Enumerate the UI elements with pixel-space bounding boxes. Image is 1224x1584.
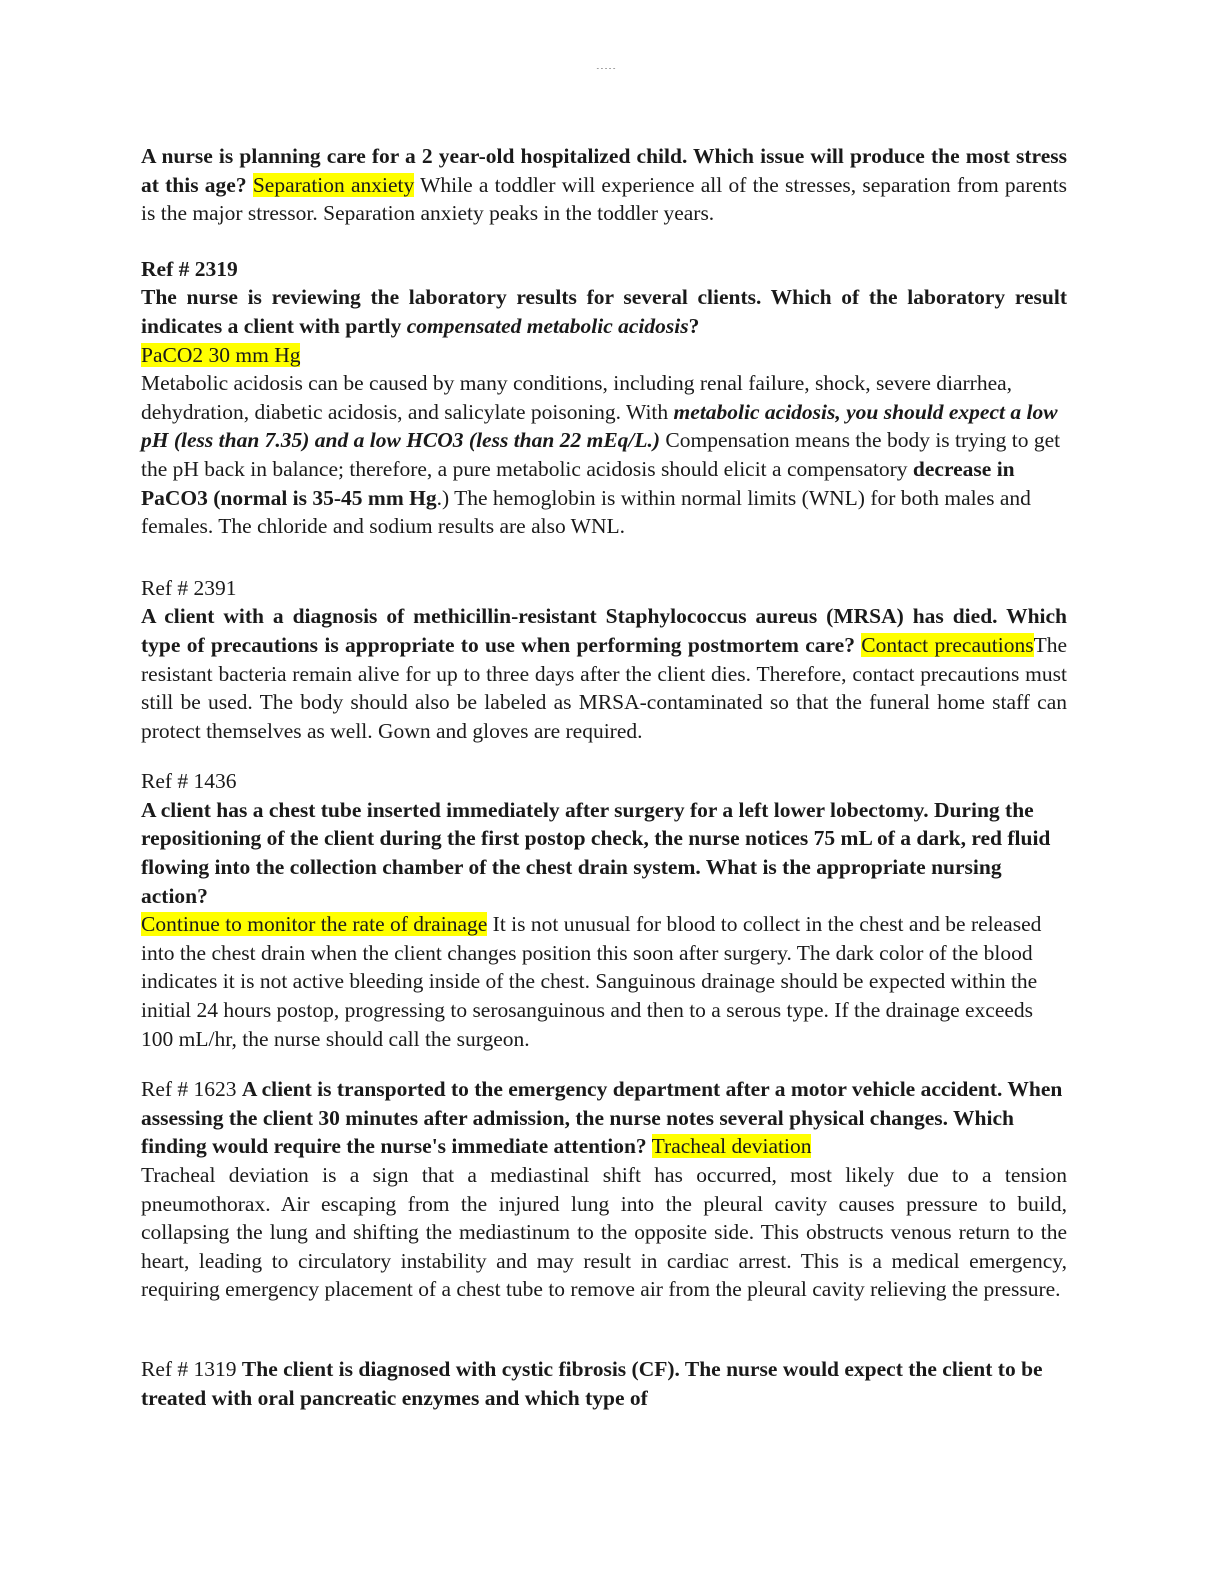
rationale-emphasis: metabolic acidosis, you should expect a low pH (less than 7.35) and a low HCO3 (less than 22 mEq/L.) <box>141 399 1058 453</box>
answer-highlight: Tracheal deviation <box>651 1134 812 1159</box>
answer-highlight: Continue to monitor the rate of drainage <box>141 912 488 937</box>
answer-line <box>141 341 1067 370</box>
question-block-3 <box>141 574 1067 746</box>
question-text: A client has a chest tube inserted immediately after surgery for a left lower lobectomy. During the repositioning of the client during the first postop check, the nurse notices 75 mL of a dark, red fluid flowing into the collection chamber of the chest drain system. What is the appropriate nursing action? <box>141 797 1051 908</box>
answer-paragraph <box>141 910 1067 1053</box>
rationale-text-2: Compensation means the body is trying to get the pH back in balance; therefore, a pure metabolic acidosis should elicit a compensatory <box>141 428 1061 481</box>
question-end: ? <box>688 313 700 338</box>
question-text: A nurse is planning care for a 2 year-old hospitalized child. Which issue will produce the most stress at this age? <box>141 144 1067 197</box>
ref-number: Ref # 1319 <box>141 1356 237 1381</box>
page-header-mark: - - - - - <box>596 64 616 72</box>
rationale-text-3: .) The hemoglobin is within normal limits (WNL) for both males and females. The chloride and sodium results are also WNL. <box>141 485 1031 539</box>
question-text: A client with a diagnosis of methicillin-resistant Staphylococcus aureus (MRSA) has died. Which type of precautions is appropriate to use when performing postmortem care? <box>141 604 1067 657</box>
question-block-4 <box>141 767 1067 1053</box>
question-block-6 <box>141 1355 1067 1412</box>
answer-highlight: PaCO2 30 mm Hg <box>141 342 301 367</box>
ref-number: Ref # 1436 <box>141 769 237 794</box>
rationale-text: Tracheal deviation is a sign that a mediastinal shift has occurred, most likely due to a tension pneumothorax. Air escaping from the injured lung into the pleural cavity causes pressure to build, collapsing the lung and shifting the mediastinum to the opposite side. This obstructs venous return to the heart, leading to circulatory instability and may result in cardiac arrest. This is a medical emergency, requiring emergency placement of a chest tube to remove air from the pleural cavity relieving the pressure. <box>141 1163 1067 1302</box>
rationale-text: While a toddler will experience all of the stresses, separation from parents is the major stressor. Separation anxiety peaks in the toddler years. <box>141 172 1067 226</box>
answer-highlight: Contact precautions <box>861 632 1034 657</box>
question-paragraph <box>141 796 1067 910</box>
rationale-text: Metabolic acidosis can be caused by many conditions, including renal failure, shock, severe diarrhea, dehydration, diabetic acidosis, and salicylate poisoning. With <box>141 371 1013 424</box>
rationale-paragraph <box>141 369 1067 541</box>
rationale-text: The resistant bacteria remain alive for up to three days after the client dies. Therefore, contact precautions must still be used. The body should also be labeled as MRSA-contaminated so that the funeral home staff can protect themselves as well. Gown and gloves are required. <box>141 632 1067 743</box>
ref-number: Ref # 1623 <box>141 1077 237 1102</box>
answer-highlight: Separation anxiety <box>252 172 415 197</box>
question-paragraph <box>141 283 1067 340</box>
question-paragraph <box>141 1355 1067 1412</box>
rationale-strong: decrease in PaCO3 (normal is 35-45 mm Hg <box>141 456 1015 510</box>
question-emphasis: compensated metabolic acidosis <box>406 313 689 338</box>
question-block-2 <box>141 255 1067 541</box>
question-block-5 <box>141 1075 1067 1304</box>
question-paragraph <box>141 1075 1067 1161</box>
rationale-paragraph <box>141 1161 1067 1304</box>
question-text: The nurse is reviewing the laboratory results for several clients. Which of the laboratory result indicates a client with partly <box>141 285 1067 338</box>
document-page <box>141 142 1067 1412</box>
question-block-1 <box>141 142 1067 228</box>
ref-number: Ref # 2319 <box>141 256 238 281</box>
question-text: The client is diagnosed with cystic fibrosis (CF). The nurse would expect the client to be treated with oral pancreatic enzymes and which type of <box>141 1356 1043 1410</box>
question-text: A client is transported to the emergency department after a motor vehicle accident. When assessing the client 30 minutes after admission, the nurse notes several physical changes. Which finding would require the nurse's immediate attention? <box>141 1077 1063 1159</box>
question-paragraph <box>141 602 1067 745</box>
rationale-text: It is not unusual for blood to collect in the chest and be released into the chest drain when the client changes position this soon after surgery. The dark color of the blood indicates it is not active bleeding inside of the chest. Sanguinous drainage should be expected within the initial 24 hours postop, progressing to serosanguinous and then to a serous type. If the drainage exceeds 100 mL/hr, the nurse should call the surgeon. <box>141 912 1042 1051</box>
ref-number: Ref # 2391 <box>141 575 237 600</box>
